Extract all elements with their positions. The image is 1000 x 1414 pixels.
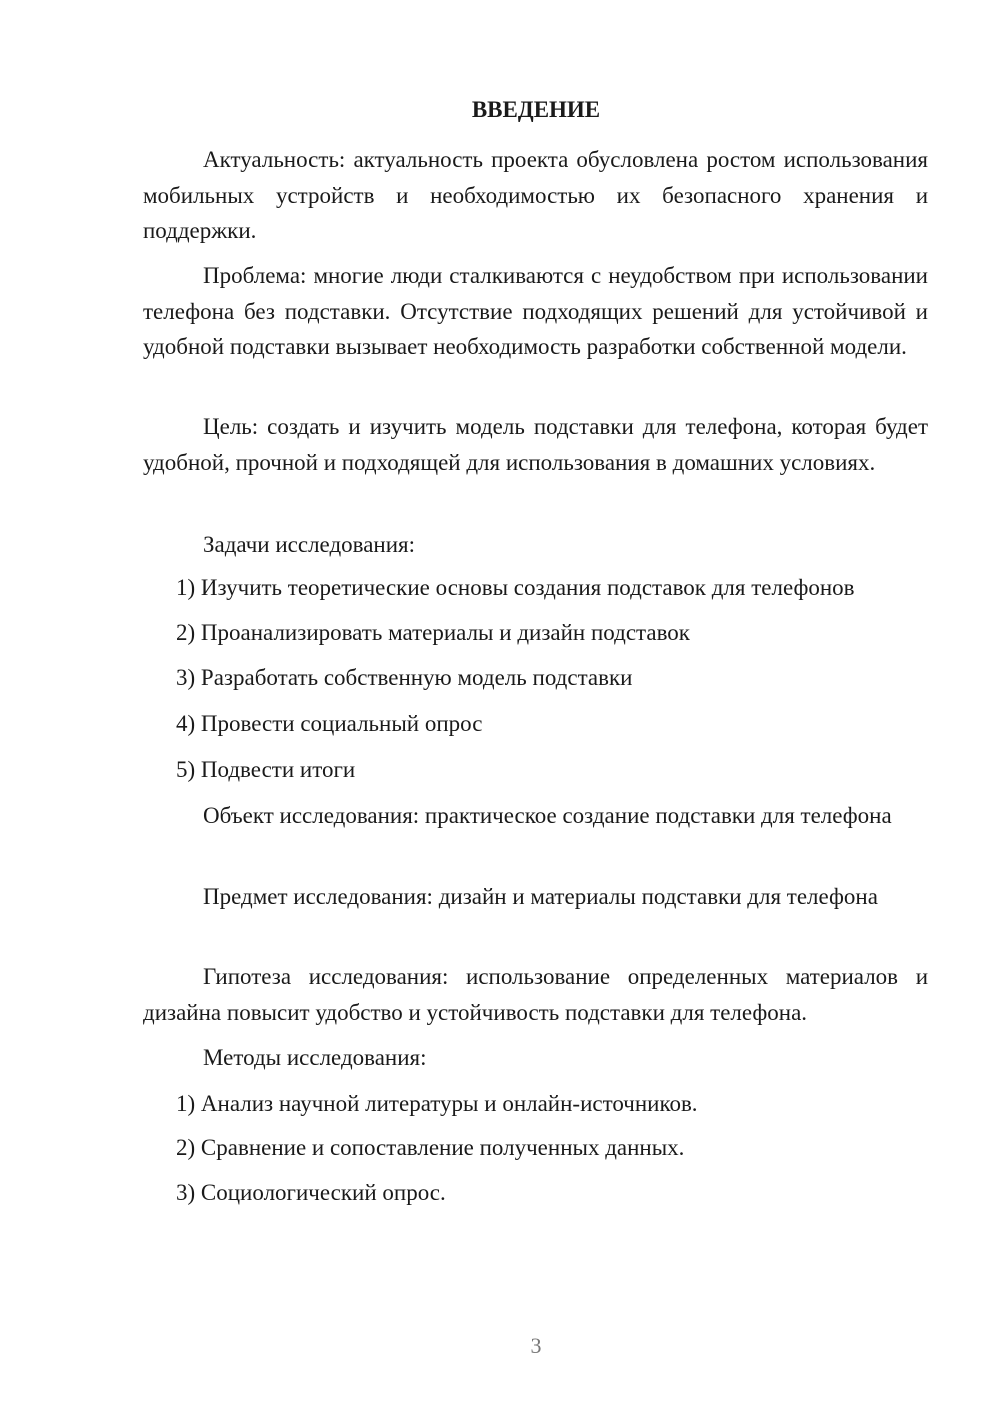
method-item-1: 1) Анализ научной литературы и онлайн-источников. xyxy=(176,1091,698,1116)
page-title: ВВЕДЕНИЕ xyxy=(471,97,601,122)
relevance-paragraph: Актуальность: актуальность проекта обусловлена ростом использования мобильных устройств и необходимостью их безопасного хранения и поддержки. xyxy=(143,147,928,243)
subject-paragraph: Предмет исследования: дизайн и материалы подставки для телефона xyxy=(203,884,878,909)
method-item-3: 3) Социологический опрос. xyxy=(176,1180,446,1205)
object-paragraph: Объект исследования: практическое создание подставки для телефона xyxy=(203,803,892,828)
task-item-1: 1) Изучить теоретические основы создания подставок для телефонов xyxy=(176,575,855,600)
method-item-2: 2) Сравнение и сопоставление полученных данных. xyxy=(176,1135,685,1160)
hypothesis-paragraph: Гипотеза исследования: использование определенных материалов и дизайна повысит удобство и устойчивость подставки для телефона. xyxy=(143,964,928,1025)
problem-paragraph: Проблема: многие люди сталкиваются с неудобством при использовании телефона без подставки. Отсутствие подходящих решений для устойчивой и удобной подставки вызывает необходимость разработки собственной модели. xyxy=(143,263,928,359)
goal-paragraph: Цель: создать и изучить модель подставки для телефона, которая будет удобной, прочной и подходящей для использования в домашних условиях. xyxy=(143,414,928,475)
task-item-5: 5) Подвести итоги xyxy=(176,757,356,782)
methods-heading: Методы исследования: xyxy=(203,1045,427,1070)
tasks-heading: Задачи исследования: xyxy=(203,532,416,557)
task-item-3: 3) Разработать собственную модель подставки xyxy=(176,665,633,690)
task-item-2: 2) Проанализировать материалы и дизайн подставок xyxy=(176,620,690,645)
task-item-4: 4) Провести социальный опрос xyxy=(176,711,483,736)
page-number: 3 xyxy=(530,1333,542,1358)
